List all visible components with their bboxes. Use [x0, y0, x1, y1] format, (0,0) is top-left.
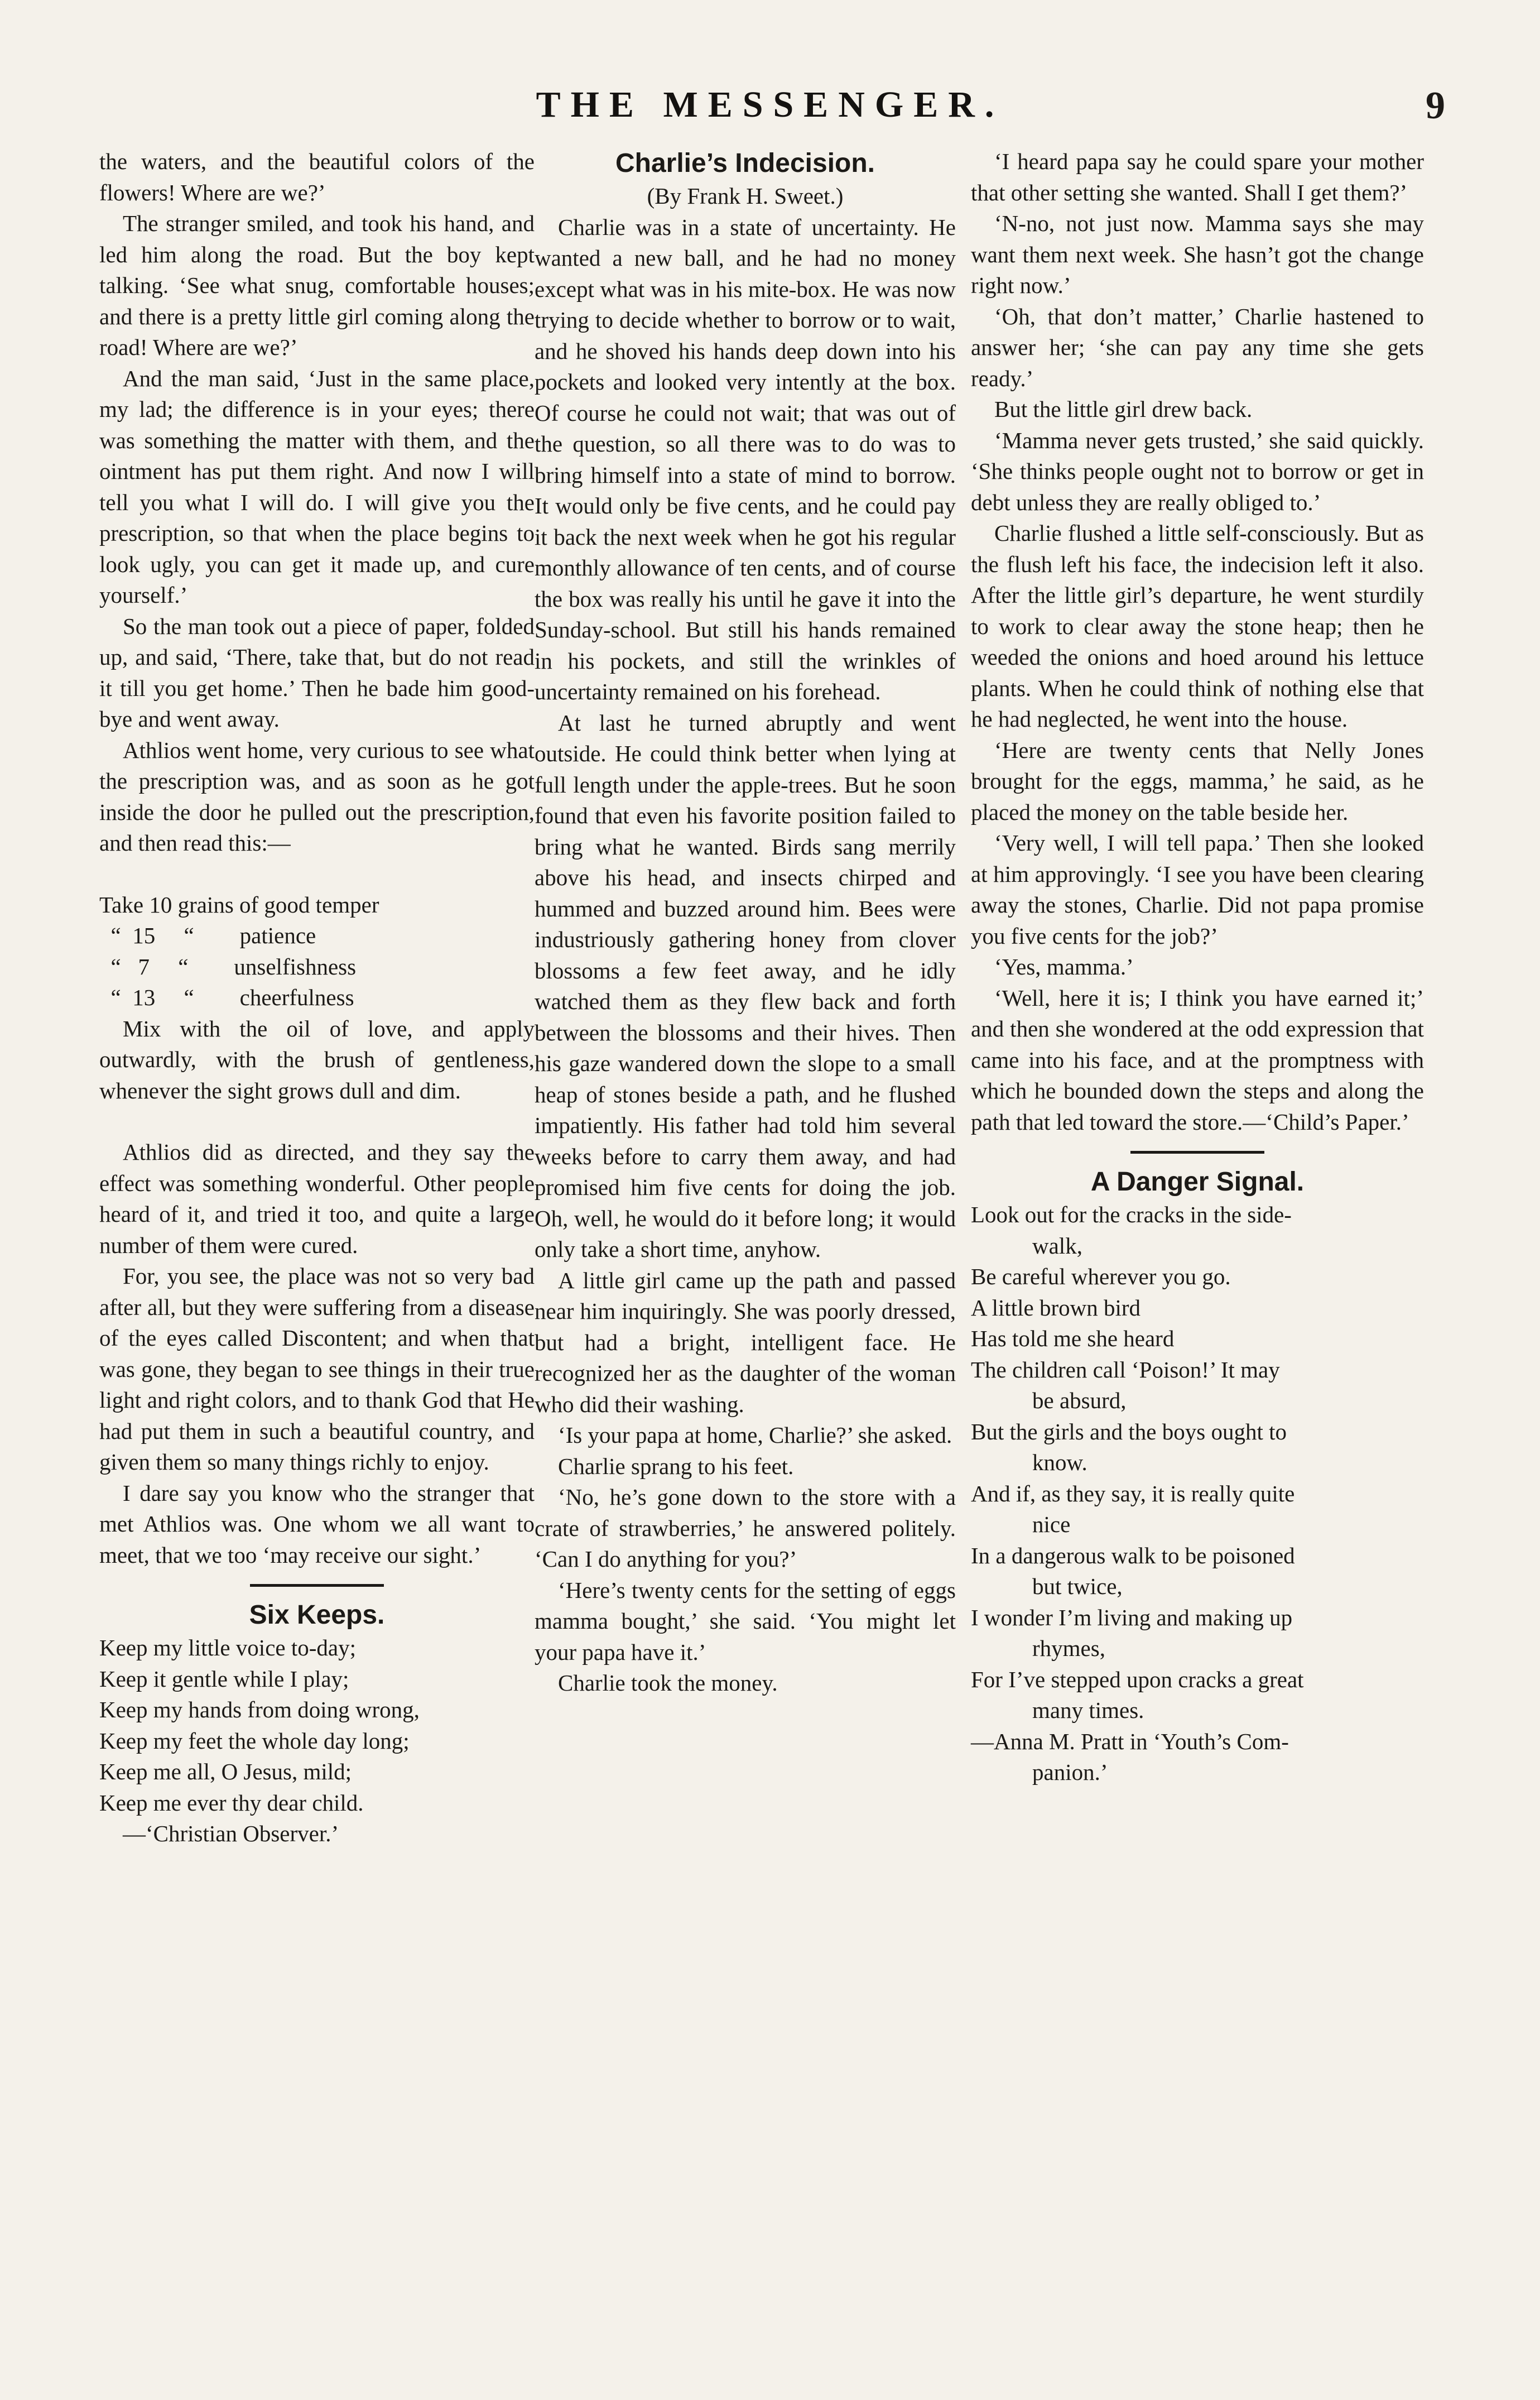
paragraph: Mix with the oil of love, and apply outwardly, with the brush of gentleness, whenever the sight grows dull and dim. [99, 1015, 535, 1103]
paragraph: I dare say you know who the stranger that met Athlios was. One whom we all want to meet, that we too ‘may receive our sight.’ [99, 1480, 535, 1568]
prescription-line: “ 13 “ cheerfulness [99, 985, 354, 1010]
poem-line: In a dangerous walk to be poisoned [971, 1542, 1295, 1568]
column-1 [99, 146, 535, 1850]
paragraph: ‘Here’s twenty cents for the setting of eggs mamma bought,’ she said. ‘You might let your papa have it.’ [535, 1577, 956, 1665]
paragraph: ‘N-no, not just now. Mamma says she may want them next week. She hasn’t got the change right now.’ [971, 210, 1424, 298]
prescription-line: Take 10 grains of good temper [99, 891, 379, 918]
paragraph: ‘Mamma never gets trusted,’ she said quickly. ‘She thinks people ought not to borrow or get in debt unless they are really obliged to.’ [971, 427, 1424, 515]
newspaper-title: THE MESSENGER. [536, 84, 1004, 125]
poem-line: I wonder I’m living and making up [971, 1604, 1293, 1630]
paragraph: ‘Very well, I will tell papa.’ Then she looked at him approvingly. ‘I see you have been clearing away the stones, Charlie. Did not papa promise you five cents for the job?’ [971, 830, 1424, 949]
paragraph: ‘Is your papa at home, Charlie?’ she asked. [558, 1422, 952, 1448]
paragraph: For, you see, the place was not so very bad after all, but they were suffering from a disease of the eyes called Discontent; and when that was gone, they began to see things in their true light and right colors, and to thank God that He had put them in such a beautiful country, and given them so many things richly to enjoy. [99, 1263, 535, 1475]
byline: (By Frank H. Sweet.) [647, 183, 844, 209]
page-number: 9 [1426, 84, 1445, 127]
poem-line: The children call ‘Poison!’ It may [971, 1356, 1280, 1383]
paragraph: ‘No, he’s gone down to the store with a crate of strawberries,’ he answered politely. ‘Can I do anything for you?’ [535, 1484, 956, 1572]
poem-source: —Anna M. Pratt in ‘Youth’s Com- [971, 1728, 1289, 1754]
paragraph: Charlie took the money. [558, 1670, 778, 1696]
paragraph: Athlios went home, very curious to see what the prescription was, and as soon as he got inside the door he pulled out the prescription, and then read this:— [99, 737, 535, 856]
poem [971, 1199, 1424, 1726]
poem-line: A little brown bird [971, 1294, 1141, 1321]
prescription-line: “ 7 “ unselfishness [99, 953, 357, 980]
poem-line: And if, as they say, it is really quite [971, 1480, 1295, 1506]
column-2 [535, 146, 956, 1699]
poem-line-continued: but twice, [1032, 1573, 1123, 1599]
poem-line-continued: nice [1032, 1511, 1071, 1537]
poem-line-continued: many times. [1032, 1697, 1144, 1723]
divider-rule [250, 1584, 384, 1587]
paragraph: Charlie flushed a little self-consciously. But as the flush left his face, the indecision left it also. After the little girl’s departure, he went sturdily to work to clear away the stone heap; then he weeded the onions and hoed around his lettuce plants. When he could think of nothing else that he had neglected, he went into the house. [971, 520, 1424, 732]
poem-source-continued: panion.’ [1032, 1759, 1108, 1785]
paragraph: Charlie sprang to his feet. [558, 1453, 794, 1479]
paragraph: ‘Yes, mamma.’ [994, 954, 1134, 980]
paragraph: Athlios did as directed, and they say the effect was something wonderful. Other people heard of it, and tried it too, and quite a large number of them were cured. [99, 1139, 535, 1258]
story-title: Charlie’s Indecision. [615, 148, 875, 178]
paragraph: ‘Here are twenty cents that Nelly Jones brought for the eggs, mamma,’ he said, as he placed the money on the table beside her. [971, 737, 1424, 825]
poem-line: But the girls and the boys ought to [971, 1418, 1287, 1444]
divider-rule [1130, 1151, 1264, 1154]
paragraph: The stranger smiled, and took his hand, and led him along the road. But the boy kept talking. ‘See what snug, comfortable houses; and there is a pretty little girl coming along the road! Where are we?’ [99, 210, 535, 360]
poem-line: Keep it gentle while I play; [99, 1665, 349, 1692]
poem-line: Has told me she heard [971, 1326, 1175, 1351]
paragraph: A little girl came up the path and passed near him inquiringly. She was poorly dressed, but had a bright, intelligent face. He recognized her as the daughter of the woman who did their washing. [535, 1267, 956, 1417]
prescription-line: “ 15 “ patience [99, 923, 316, 948]
paragraph: So the man took out a piece of paper, folded up, and said, ‘There, take that, but do not read it till you get home.’ Then he bade him good-bye and went away. [99, 613, 535, 732]
paragraph: And the man said, ‘Just in the same place, my lad; the difference is in your eyes; there was something the matter with them, and the ointment has put them right. And now I will tell you what I will do. I will give you the prescription, so that when the place begins to look ugly, you can get it made up, and cure yourself.’ [99, 365, 535, 608]
poem-title: Six Keeps. [249, 1600, 385, 1630]
poem-line-continued: rhymes, [1032, 1635, 1105, 1661]
column-3 [971, 146, 1424, 1788]
poem-title: A Danger Signal. [1090, 1167, 1305, 1197]
poem [99, 1633, 535, 1818]
poem-line: Keep my feet the whole day long; [99, 1727, 410, 1754]
paragraph: the waters, and the beautiful colors of the flowers! Where are we?’ [99, 148, 535, 205]
paragraph: Charlie was in a state of uncertainty. He wanted a new ball, and he had no money except what was in his mite-box. He was now trying to decide whether to borrow or to wait, and he shoved his hands deep down into his pockets and looked very intently at the box. Of course he could not wait; that was out of the question, so all there was to do was to bring himself into a state of mind to borrow. It would only be five cents, and he could pay it back the next week when he got his regular monthly allowance of ten cents, and of course the box was really his until he gave it into the Sunday-school. But still his hands remained in his pockets, and still the wrinkles of uncertainty remained on his forehead. [535, 214, 956, 704]
paragraph: ‘Oh, that don’t matter,’ Charlie hastened to answer her; ‘she can pay any time she gets ready.’ [971, 303, 1424, 391]
poem-line: Keep me ever thy dear child. [99, 1789, 364, 1816]
prescription [99, 890, 535, 1014]
poem-line: Be careful wherever you go. [971, 1264, 1231, 1289]
poem-line-continued: know. [1032, 1449, 1087, 1475]
poem-line: Keep my hands from doing wrong, [99, 1697, 420, 1722]
poem-line: Look out for the cracks in the side- [971, 1202, 1292, 1227]
paragraph: At last he turned abruptly and went outside. He could think better when lying at full length under the apple-trees. But he soon found that even his favorite position failed to bring what he wanted. Birds sang merrily above his head, and insects chirped and hummed and buzzed around him. Bees were industriously gathering honey from clover blossoms a few feet away, and he idly watched them as they flew back and forth between the blossoms and their hives. Then his gaze wandered down the slope to a small heap of stones beside a path, and he flushed impatiently. His father had told him several weeks before to carry them away, and had promised him five cents for doing the job. Oh, well, he would do it before long; it would only take a short time, anyhow. [535, 709, 956, 1262]
poem-line: For I’ve stepped upon cracks a great [971, 1666, 1304, 1692]
poem-line: Keep my little voice to-day; [99, 1635, 356, 1660]
paragraph: ‘I heard papa say he could spare your mother that other setting she wanted. Shall I get them?’ [971, 148, 1424, 205]
masthead [0, 84, 1540, 128]
poem-line-continued: walk, [1032, 1232, 1082, 1259]
poem-line-continued: be absurd, [1032, 1388, 1127, 1413]
paragraph: ‘Well, here it is; I think you have earned it;’ and then she wondered at the odd expression that came into his face, and at the promptness with which he bounded down the steps and along the path that led toward the store.—‘Child’s Paper.’ [971, 985, 1424, 1135]
paragraph: But the little girl drew back. [994, 396, 1253, 422]
poem-source: —‘Christian Observer.’ [123, 1821, 339, 1846]
poem-line: Keep me all, O Jesus, mild; [99, 1759, 352, 1784]
